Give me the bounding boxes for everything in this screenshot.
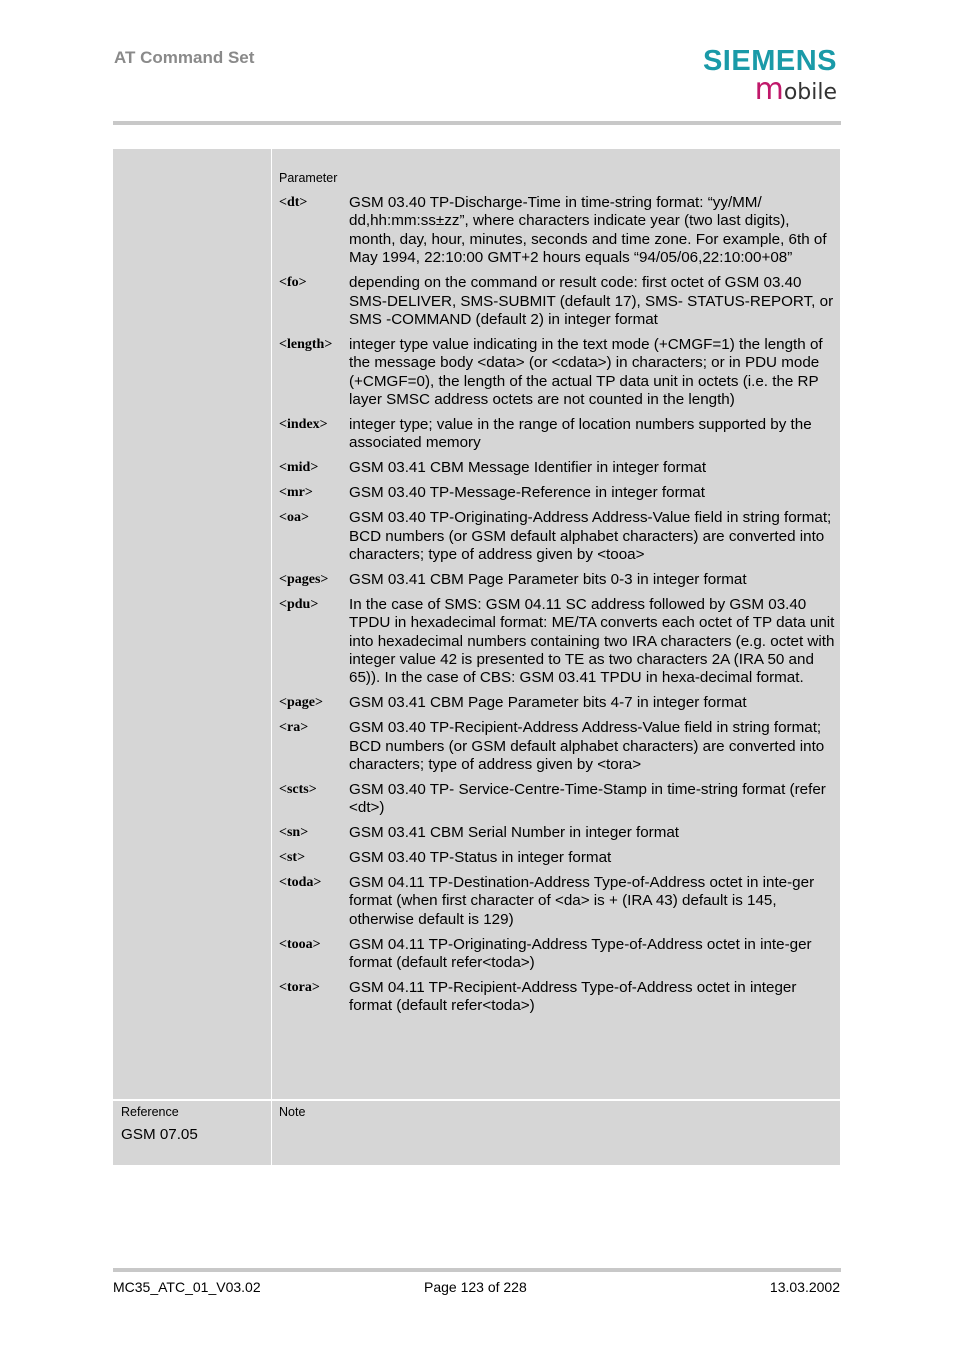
parameter-description: GSM 03.40 TP-Recipient-Address Address-Value field in string format; BCD numbers (or GSM default alphabet characters) are converted into characters; type of address given by <tora>	[349, 719, 825, 773]
parameter-name: <sn>	[279, 825, 309, 841]
parameter-description: GSM 03.41 CBM Page Parameter bits 0-3 in integer format	[349, 570, 747, 588]
parameter-name: <dt>	[279, 195, 308, 210]
parameter-name: <scts>	[279, 781, 317, 797]
parameter-row	[279, 596, 839, 688]
footer-page-number: Page 123 of 228	[424, 1279, 527, 1295]
parameter-name: <tooa>	[279, 936, 321, 952]
logo-brand: SIEMENS	[702, 45, 837, 77]
parameter-description: integer type value indicating in the text mode (+CMGF=1) the length of the message body <data> (or <cdata>) in characters; or in PDU mode (+CMGF=0), the length of the actual TP data unit in octets (i.e. the RP layer SMSC address octets are not counted in the length)	[349, 335, 823, 409]
parameter-description: GSM 04.11 TP-Destination-Address Type-of-Address octet in inte-ger format (when first character of <da> is + (IRA 43) default is 145, otherwise default is 129)	[349, 874, 815, 928]
parameter-row	[279, 979, 839, 1016]
parameter-description: GSM 03.40 TP-Status in integer format	[349, 849, 612, 867]
parameter-row	[279, 459, 839, 477]
parameter-description: GSM 04.11 TP-Originating-Address Type-of-Address octet in inte-ger format (default refer<toda>)	[349, 935, 812, 972]
parameter-description: GSM 03.40 TP-Discharge-Time in time-string format: “yy/MM/ dd,hh:mm:ss±zz”, where characters indicate year (two last digits), month, day, hour, minutes, seconds and time zone. For example, 6th of May 1994, 22:10:00 GMT+2 hours equals “94/05/06,22:10:00+08”	[349, 194, 827, 267]
parameter-row	[279, 336, 839, 410]
parameter-row	[279, 416, 839, 453]
parameter-row	[279, 849, 839, 867]
reference-value: GSM 07.05	[121, 1126, 198, 1143]
parameter-row	[279, 194, 839, 268]
parameter-description: GSM 03.40 TP-Originating-Address Address-Value field in string format; BCD numbers (or GSM default alphabet characters) are converted into characters; type of address given by <tooa>	[349, 509, 832, 563]
parameter-description: GSM 03.40 TP-Message-Reference in integer format	[349, 484, 705, 502]
parameter-description: GSM 04.11 TP-Recipient-Address Type-of-Address octet in integer format (default refer<toda>)	[349, 979, 797, 1015]
parameter-name: <length>	[279, 336, 333, 352]
parameter-description: GSM 03.41 CBM Message Identifier in integer format	[349, 459, 707, 477]
parameter-name: <toda>	[279, 875, 322, 890]
reference-note-section	[113, 1101, 840, 1165]
parameter-description: In the case of SMS: GSM 04.11 SC address followed by GSM 03.40 TPDU in hexadecimal format: ME/TA converts each octet of TP data unit into hexadecimal numbers containing two IRA characters (e.g. octet with integer value 42 is presented to TE as two characters 2A (IRA 50 and 65)). In the case of CBS: GSM 03.41 TPDU in hexa-decimal format.	[349, 595, 835, 687]
parameter-row	[279, 719, 839, 774]
parameter-list	[279, 194, 839, 1022]
parameter-name: <st>	[279, 850, 306, 866]
logo-subtitle-rest: obile	[783, 80, 837, 105]
parameter-heading: Parameter	[279, 171, 338, 185]
parameter-row	[279, 874, 839, 929]
logo-subtitle-m: m	[754, 72, 784, 107]
parameter-name: <ra>	[279, 720, 309, 736]
parameter-row	[279, 274, 839, 329]
parameter-name: <page>	[279, 695, 323, 711]
parameter-row	[279, 936, 839, 973]
footer-date: 13.03.2002	[769, 1279, 840, 1295]
reference-label: Reference	[121, 1105, 179, 1119]
footer-divider	[113, 1268, 841, 1272]
parameter-name: <pdu>	[279, 596, 319, 612]
siemens-mobile-logo	[692, 44, 837, 107]
parameter-name: <fo>	[279, 275, 307, 291]
parameter-description: GSM 03.41 CBM Page Parameter bits 4-7 in integer format	[349, 694, 747, 712]
parameter-row	[279, 781, 839, 818]
parameter-name: <mr>	[279, 485, 313, 501]
parameter-section	[113, 149, 840, 1099]
footer-doc-id: MC35_ATC_01_V03.02	[113, 1279, 261, 1295]
parameter-row	[279, 484, 839, 502]
page-header-title: AT Command Set	[114, 48, 255, 67]
parameter-name: <pages>	[279, 571, 329, 587]
parameter-row	[279, 824, 839, 842]
parameter-name: <tora>	[279, 980, 320, 996]
parameter-name: <mid>	[279, 460, 319, 476]
parameter-description: GSM 03.40 TP- Service-Centre-Time-Stamp in time-string format (refer <dt>)	[349, 780, 826, 817]
parameter-description: depending on the command or result code: first octet of GSM 03.40 SMS-DELIVER, SMS-SUBMIT (default 17), SMS- STATUS-REPORT, or SMS -COMMAND (default 2) in integer format	[349, 274, 834, 328]
parameter-row	[279, 694, 839, 712]
note-label: Note	[279, 1105, 306, 1119]
reference-column	[113, 1101, 272, 1165]
parameter-description: GSM 03.41 CBM Serial Number in integer format	[349, 824, 680, 842]
logo-subtitle	[754, 72, 837, 107]
parameter-description: integer type; value in the range of location numbers supported by the associated memory	[349, 415, 812, 452]
header-divider	[113, 121, 841, 125]
parameter-row	[279, 571, 839, 589]
parameter-left-column	[113, 149, 272, 1099]
parameter-row	[279, 509, 839, 564]
parameter-name: <oa>	[279, 510, 309, 526]
parameter-name: <index>	[279, 416, 328, 432]
